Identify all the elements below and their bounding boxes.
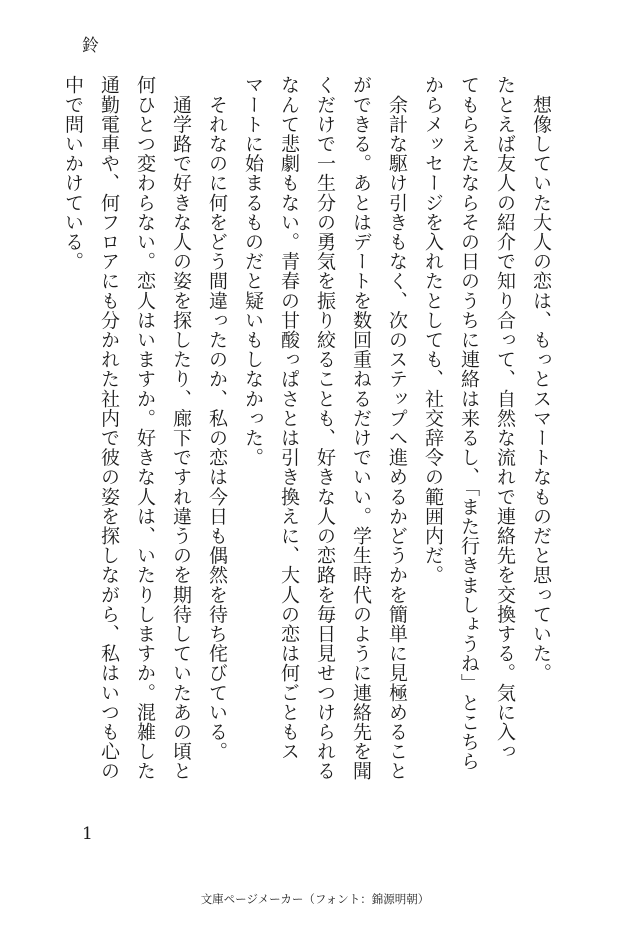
text-line: てもらえたならその日のうちに連絡は来るし、「また行きましょうね」とこちら — [458, 75, 480, 772]
text-line: くだけで一生分の勇気を振り絞ることも、好きな人の恋路を毎日見せつけられる — [314, 75, 336, 781]
text-line: 通学路で好きな人の姿を探したり、廊下ですれ違うのを期待していたあの頃と — [170, 75, 192, 781]
text-line: 余計な駆け引きもなく、次のステップへ進めるかどうかを簡単に見極めること — [386, 75, 408, 781]
running-head: 鈴 — [82, 36, 99, 56]
text-line: 何ひとつ変わらない。恋人はいますか。好きな人は、いたりしますか。混雑した — [134, 75, 156, 781]
text-line: たとえば友人の紹介で知り合って、自然な流れで連絡先を交換する。気に入っ — [494, 75, 516, 761]
text-line: 想像していた大人の恋は、もっとスマートなものだと思っていた。 — [530, 75, 552, 683]
footer-credit: 文庫ページメーカー（フォント：錦源明朝） — [200, 892, 430, 906]
text-line: 中で問いかけている。 — [62, 75, 84, 271]
text-line: からメッセージを入れたとしても、社交辞令の範囲内だ。 — [422, 75, 444, 585]
body-text — [62, 75, 559, 817]
text-line: ができる。あとはデートを数回重ねるだけでいい。学生時代のように連絡先を聞 — [350, 75, 372, 781]
text-line: マートに始まるものだと疑いもしなかった。 — [242, 75, 264, 467]
page-number: 1 — [82, 824, 93, 844]
text-line: 通勤電車や、何フロアにも分かれた社内で彼の姿を探しながら、私はいつも心の — [98, 75, 120, 781]
text-line: それなのに何をどう間違ったのか、私の恋は今日も偶然を待ち侘びている。 — [206, 75, 228, 761]
text-line: なんて悲劇もない。青春の甘酸っぱさとは引き換えに、大人の恋は何ごともス — [278, 75, 300, 761]
